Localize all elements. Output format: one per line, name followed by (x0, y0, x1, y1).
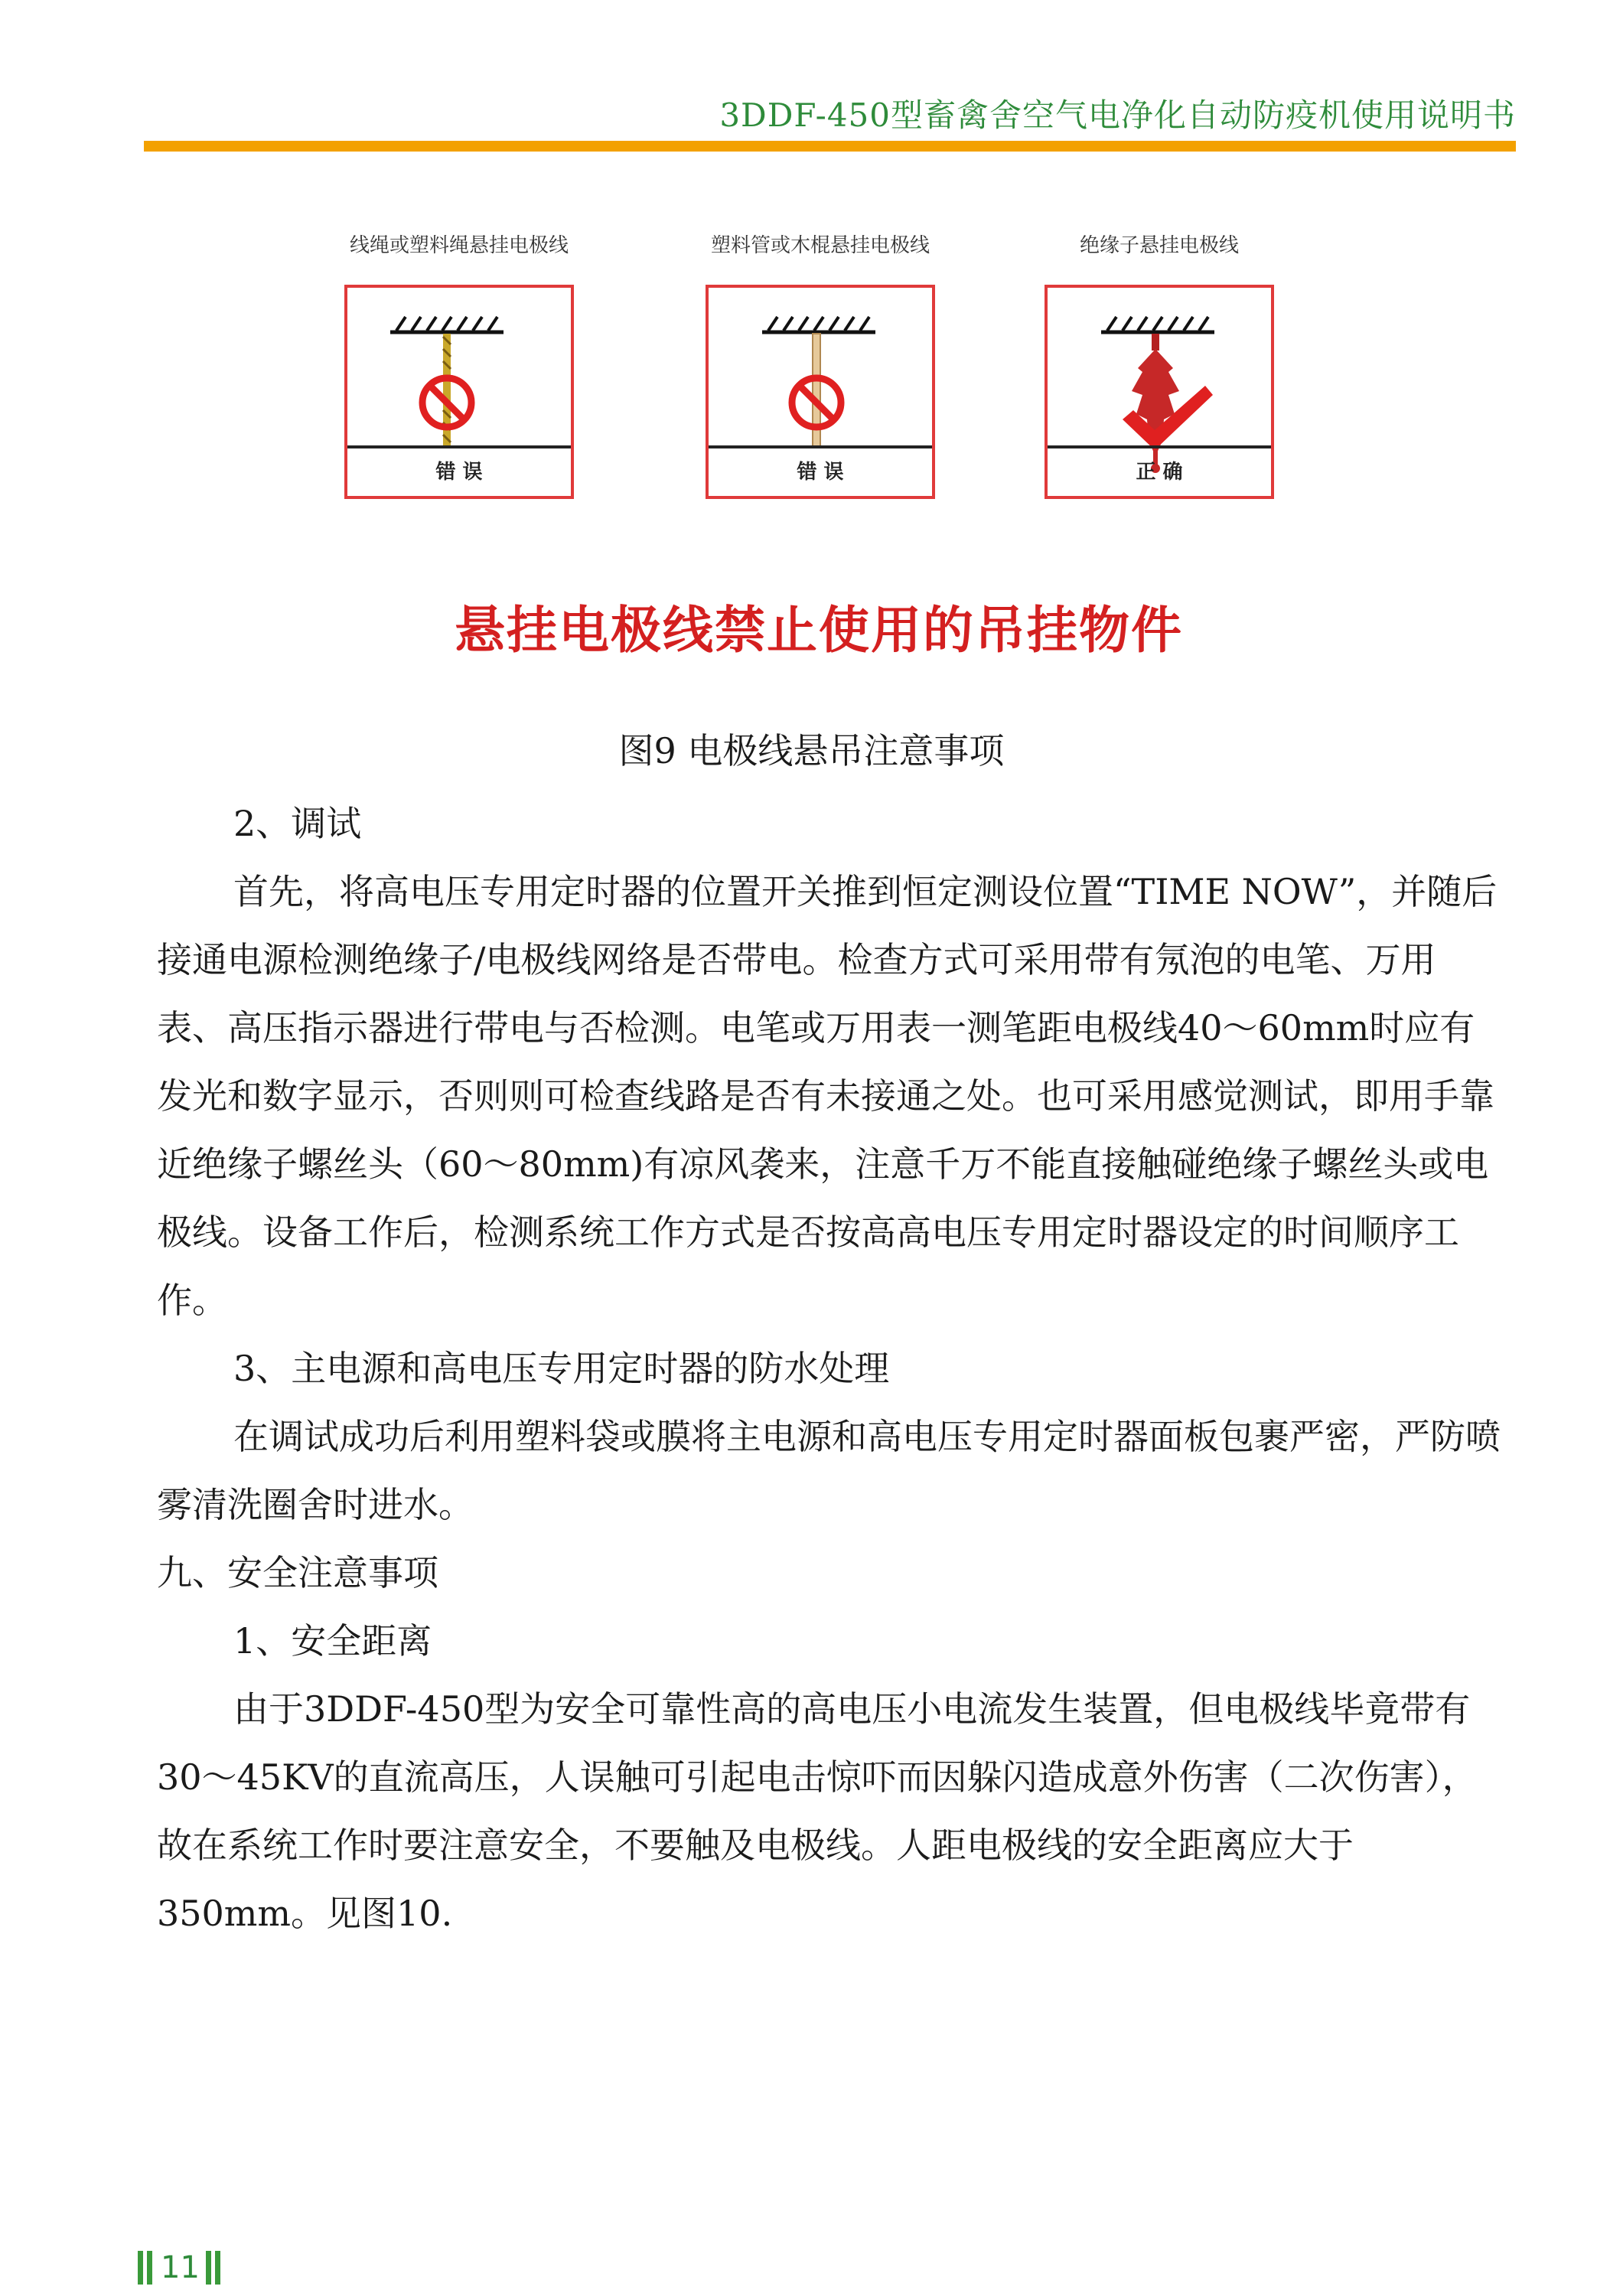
prohibited-icon (416, 372, 477, 433)
page-footer (138, 2249, 224, 2287)
panel-insulator (1037, 230, 1282, 551)
body-text (157, 790, 1504, 1948)
footer-bar-icon (138, 2251, 143, 2285)
figure-caption: 图9 电极线悬吊注意事项 (618, 730, 1005, 771)
panel-plastic-tube (698, 230, 943, 551)
prohibited-icon (786, 372, 847, 433)
footer-bar-icon (215, 2251, 220, 2285)
panel-box (1045, 285, 1274, 499)
panel-rope (337, 230, 582, 551)
panel-box (706, 285, 935, 499)
section-heading-debugging: 2、调试 (233, 803, 362, 844)
panel-caption-wrong: 错 误 (347, 445, 571, 496)
section-heading-waterproofing: 3、主电源和高电压专用定时器的防水处理 (233, 1348, 890, 1389)
footer-bar-icon (147, 2251, 152, 2285)
figure-banner: 悬挂电极线禁止使用的吊挂物件 (455, 601, 1183, 660)
panel-label: 绝缘子悬挂电极线 (1079, 234, 1239, 257)
panel-caption-wrong: 错 误 (709, 445, 932, 496)
document-title: 3DDF-450型畜禽舍空气电净化自动防疫机使用说明书 (719, 96, 1516, 134)
panel-label: 线绳或塑料绳悬挂电极线 (349, 234, 569, 257)
panel-caption-correct: 正 确 (1048, 445, 1271, 496)
paragraph-safe-distance: 由于3DDF-450型为安全可靠性高的高电压小电流发生装置，但电极线毕竟带有30～45KV的直流高压，人误触可引起电击惊吓而因躲闪造成意外伤害（二次伤害），故在系统工作时要注意安全，不要触及电极线。人距电极线的安全距离应大于350mm。见图10. (157, 1688, 1478, 1934)
header-rule (144, 141, 1516, 152)
figure-9 (337, 230, 1301, 689)
checkmark-icon (1116, 380, 1216, 456)
panel-label: 塑料管或木棍悬挂电极线 (710, 234, 930, 257)
chapter-heading-safety: 九、安全注意事项 (157, 1552, 438, 1593)
paragraph-waterproofing: 在调试成功后利用塑料袋或膜将主电源和高电压专用定时器面板包裹严密，严防喷雾清洗圈舍时进水。 (157, 1416, 1501, 1525)
page-number: 11 (161, 2250, 200, 2285)
panel-box (344, 285, 574, 499)
section-heading-safe-distance: 1、安全距离 (233, 1620, 432, 1662)
footer-bar-icon (206, 2251, 211, 2285)
paragraph-debugging: 首先，将高电压专用定时器的位置开关推到恒定测设位置“TIME NOW”，并随后接通电源检测绝缘子/电极线网络是否带电。检查方式可采用带有氖泡的电笔、万用表、高压指示器进行带电与否检测。电笔或万用表一测笔距电极线40～60mm时应有发光和数字显示，否则则可检查线路是否有未接通之处。也可采用感觉测试，即用手靠近绝缘子螺丝头（60～80mm)有凉风袭来，注意千万不能直接触碰绝缘子螺丝头或电极线。设备工作后，检测系统工作方式是否按高高电压专用定时器设定的时间顺序工作。 (157, 871, 1498, 1321)
